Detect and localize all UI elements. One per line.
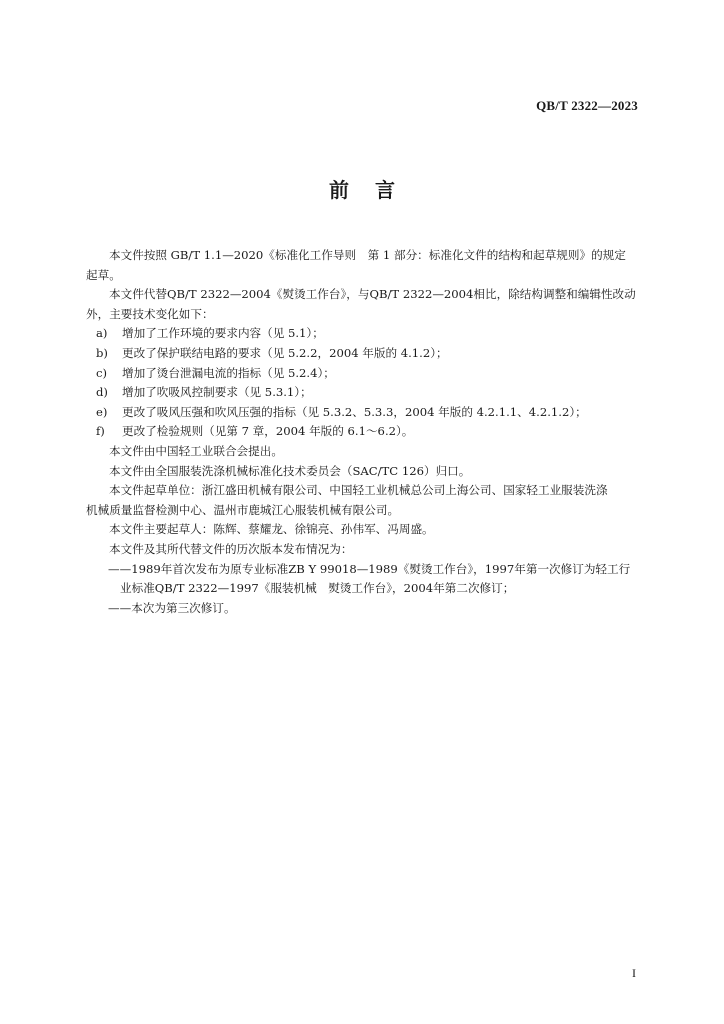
- change-item-c: c) 增加了烫台泄漏电流的指标（见 5.2.4）；: [96, 365, 335, 380]
- page-title: 前言: [329, 178, 421, 202]
- page-number: I: [632, 966, 636, 980]
- change-item-a: a) 增加了工作环境的要求内容（见 5.1）；: [96, 326, 324, 341]
- change-item-b: b) 更改了保护联结电路的要求（见 5.2.2，2004 年版的 4.1.2）；: [96, 345, 448, 360]
- paragraph-drafting-rules: 本文件按照 GB/T 1.1—2020《标准化工作导则 第 1 部分：标准化文件的结构和起草规则》的规定: [109, 248, 626, 262]
- statement-proposed-by: 本文件由中国轻工业联合会提出。: [109, 443, 283, 458]
- statement-drafters: 本文件主要起草人：陈辉、蔡耀龙、徐锦亮、孙伟军、冯周盛。: [109, 522, 434, 537]
- statement-history-intro: 本文件及其所代替文件的历次版本发布情况为：: [109, 541, 353, 556]
- foreword-body: [86, 246, 646, 618]
- paragraph-replaces-cont: 外，主要技术变化如下：: [86, 306, 214, 321]
- standard-number: QB/T 2322—2023: [536, 98, 638, 113]
- change-item-e: e) 更改了吸风压强和吹风压强的指标（见 5.3.2、5.3.3，2004 年版的 4.2.1.1、4.2.1.2）；: [96, 404, 587, 419]
- change-item-d: d) 增加了吹吸风控制要求（见 5.3.1）；: [96, 385, 312, 400]
- history-item-1: ——1989年首次发布为原专业标准ZB Y 99018—1989《熨烫工作台》，1997年第一次修订为轻工行: [108, 561, 631, 576]
- statement-drafting-units-cont: 机械质量监督检测中心、温州市鹿城江心服装机械有限公司。: [86, 502, 400, 517]
- paragraph-drafting-rules-cont: 起草。: [86, 267, 121, 282]
- statement-centralized-by: 本文件由全国服装洗涤机械标准化技术委员会（SAC/TC 126）归口。: [109, 463, 471, 478]
- history-item-2: ——本次为第三次修订。: [108, 600, 236, 615]
- paragraph-replaces: 本文件代替QB/T 2322—2004《熨烫工作台》，与QB/T 2322—2004相比，除结构调整和编辑性改动: [109, 287, 636, 302]
- history-item-1-cont: 业标准QB/T 2322—1997《服装机械 熨烫工作台》，2004年第二次修订；: [120, 581, 515, 596]
- change-item-f: f) 更改了检验规则（见第 7 章，2004 年版的 6.1～6.2）。: [96, 424, 414, 439]
- statement-drafting-units: 本文件起草单位：浙江盛田机械有限公司、中国轻工业机械总公司上海公司、国家轻工业服装洗涤: [109, 483, 608, 498]
